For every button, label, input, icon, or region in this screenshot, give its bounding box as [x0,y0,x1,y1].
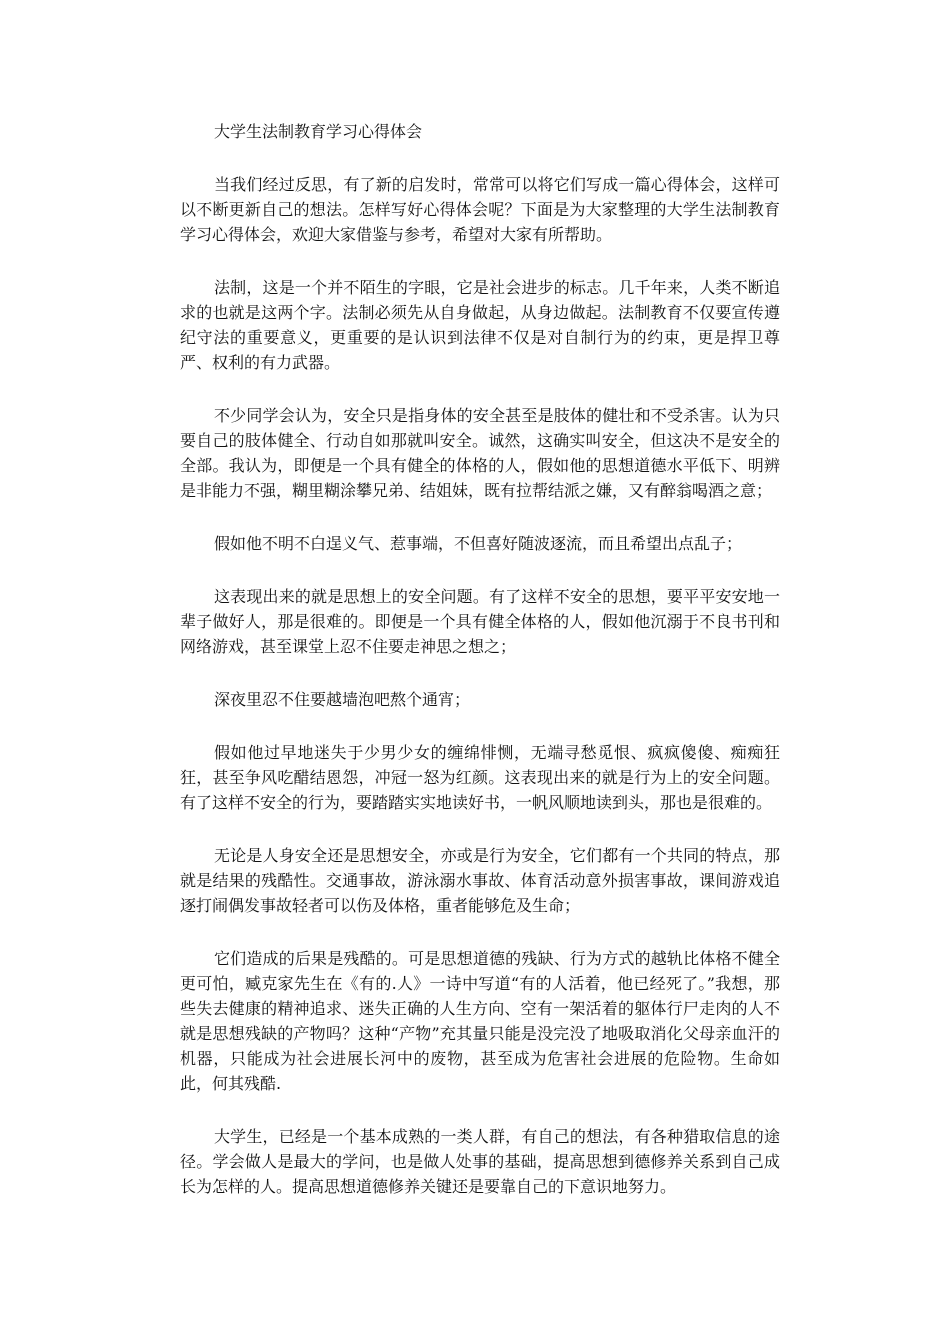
paragraph-safety-views: 不少同学会认为，安全只是指身体的安全甚至是肢体的健壮和不受杀害。认为只要自己的肢体健全、行动自如那就叫安全。诚然，这确实叫安全，但这决不是安全的全部。我认为，即便是一个具有健全的体格的人，假如他的思想道德水平低下、明辨是非能力不强，糊里糊涂攀兄弟、结姐妹，既有拉帮结派之嫌，又有醉翁喝酒之意； [180,406,780,500]
paragraph-legal-system: 法制，这是一个并不陌生的字眼，它是社会进步的标志。几千年来，人类不断追求的也就是这两个字。法制必须先从自身做起，从身边做起。法制教育不仅要宣传遵纪守法的重要意义，更重要的是认识到法律不仅是对自制行为的约束，更是捍卫尊严、权利的有力武器。 [180,278,780,372]
paragraph-college-students: 大学生，已经是一个基本成熟的一类人群，有自己的想法，有各种猎取信息的途径。学会做人是最大的学问，也是做人处事的基础，提高思想到德修养关系到自己成长为怎样的人。提高思想道德修养关键还是要靠自己的下意识地努力。 [180,1127,780,1196]
document-title: 大学生法制教育学习心得体会 [214,122,423,141]
paragraph-late-night: 深夜里忍不住要越墙泡吧熬个通宵； [214,690,471,709]
paragraph-cruel-results: 无论是人身安全还是思想安全，亦或是行为安全，它们都有一个共同的特点，那就是结果的残酷性。交通事故，游泳溺水事故、体育活动意外损害事故，课间游戏追逐打闹偶发事故轻者可以伤及体格，重者能够危及生命； [180,846,780,915]
paragraph-behavior-safety: 假如他过早地迷失于少男少女的缠绵悱恻，无端寻愁觅恨、疯疯傻傻、痴痴狂狂，甚至争风吃醋结恩怨，冲冠一怒为红颜。这表现出来的就是行为上的安全问题。有了这样不安全的行为，要踏踏实实地读好书，一帆风顺地读到头，那也是很难的。 [180,743,780,812]
paragraph-intro: 当我们经过反思，有了新的启发时，常常可以将它们写成一篇心得体会，这样可以不断更新自己的想法。怎样写好心得体会呢？下面是为大家整理的大学生法制教育学习心得体会，欢迎大家借鉴与参考，希望对大家有所帮助。 [180,175,780,244]
paragraph-thought-safety: 这表现出来的就是思想上的安全问题。有了这样不安全的思想，要平平安安地一辈子做好人，那是很难的。即便是一个具有健全体格的人，假如他沉溺于不良书刊和网络游戏，甚至课堂上忍不住要走神思之想之； [180,587,780,656]
document-page [180,120,780,1227]
paragraph-loyalty-troubles: 假如他不明不白逞义气、惹事端，不但喜好随波逐流，而且希望出点乱子； [214,534,743,553]
paragraph-moral-deficiency: 它们造成的后果是残酷的。可是思想道德的残缺、行为方式的越轨比体格不健全更可怕，臧克家先生在《有的.人》一诗中写道“有的人活着，他已经死了。”我想，那些失去健康的精神追求、迷失正确的人生方向、空有一架活着的躯体行尸走肉的人不就是思想残缺的产物吗？这种“产物”充其量只能是没完没了地吸取消化父母亲血汗的机器，只能成为社会进展长河中的废物，甚至成为危害社会进展的危险物。生命如此，何其残酷. [180,949,780,1093]
